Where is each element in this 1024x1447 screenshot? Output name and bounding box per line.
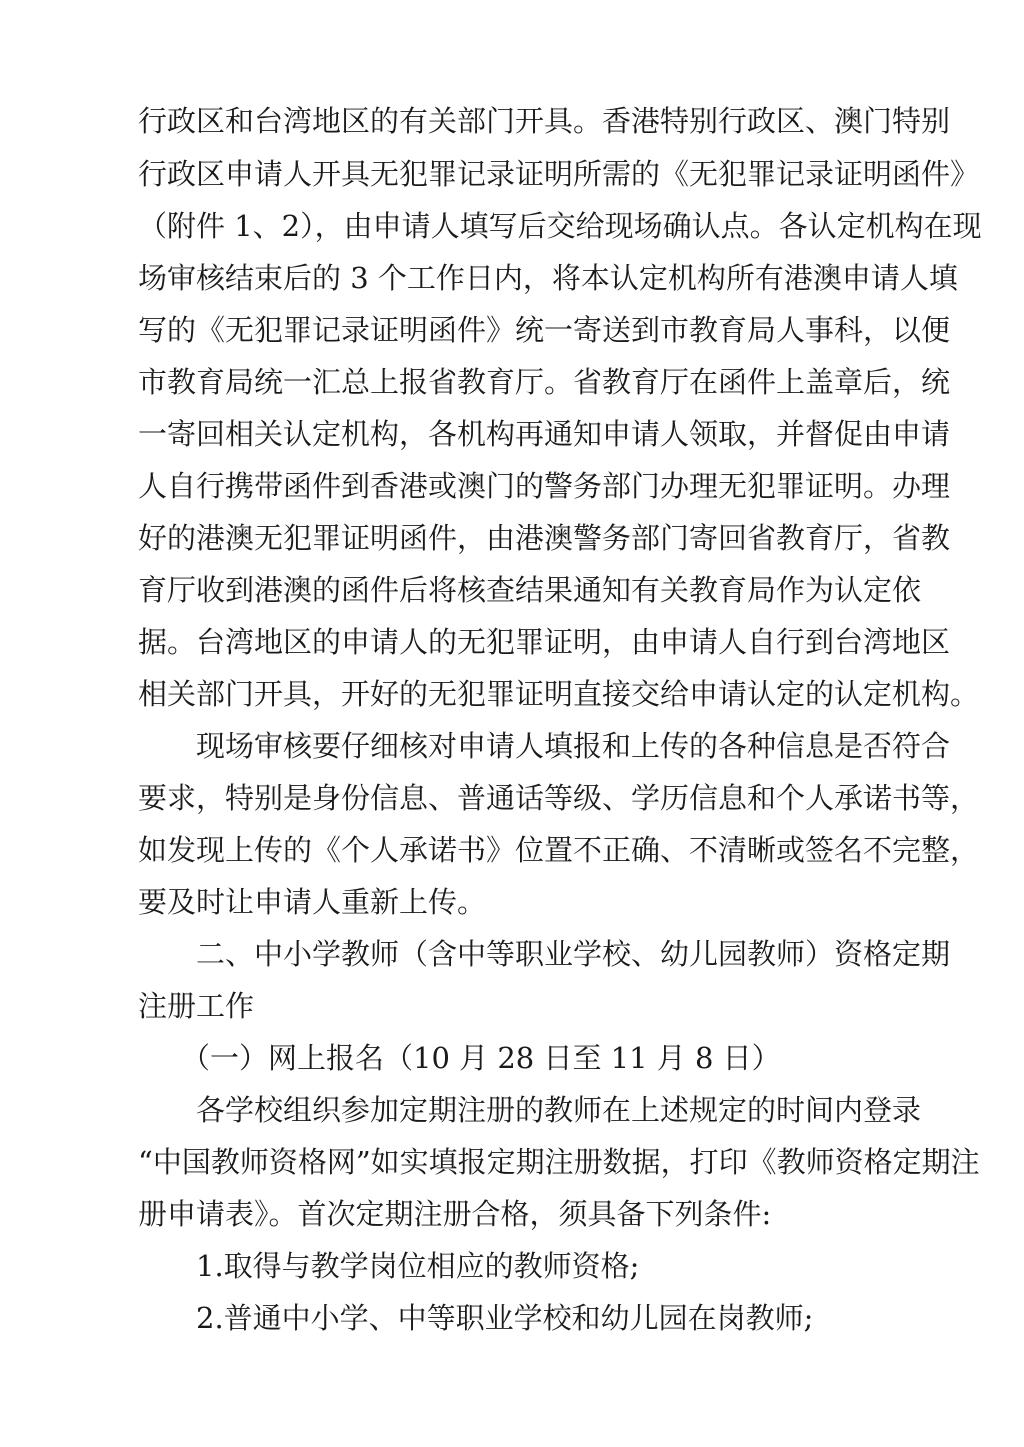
body-text-line: 行政区和台湾地区的有关部门开具。香港特别行政区、澳门特别 xyxy=(138,104,951,138)
body-text-line: 册申请表》。首次定期注册合格，须具备下列条件: xyxy=(138,1197,772,1231)
body-text-line: 据。台湾地区的申请人的无犯罪证明，由申请人自行到台湾地区 xyxy=(138,625,951,659)
body-text-line: 要求，特别是身份信息、普通话等级、学历信息和个人承诺书等， xyxy=(138,781,980,815)
list-item: 2.普通中小学、中等职业学校和幼儿园在岗教师; xyxy=(196,1301,814,1335)
body-text-line: “中国教师资格网”如实填报定期注册数据，打印《教师资格定期注 xyxy=(138,1145,980,1179)
body-text-line: 写的《无犯罪记录证明函件》统一寄送到市教育局人事科，以便 xyxy=(138,313,951,347)
body-text-line: 市教育局统一汇总上报省教育厅。省教育厅在函件上盖章后，统 xyxy=(138,365,951,399)
section-heading: 二、中小学教师（含中等职业学校、幼儿园教师）资格定期 xyxy=(196,937,951,971)
body-text-line: 人自行携带函件到香港或澳门的警务部门办理无犯罪证明。办理 xyxy=(138,469,951,503)
body-text-line: （附件 1、2），由申请人填写后交给现场确认点。各认定机构在现 xyxy=(138,209,982,243)
body-text-line: 行政区申请人开具无犯罪记录证明所需的《无犯罪记录证明函件》 xyxy=(138,157,980,191)
body-text-line: 相关部门开具，开好的无犯罪证明直接交给申请认定的认定机构。 xyxy=(138,677,980,711)
list-item: 1.取得与教学岗位相应的教师资格; xyxy=(196,1249,640,1283)
body-text-line: 各学校组织参加定期注册的教师在上述规定的时间内登录 xyxy=(196,1093,922,1127)
body-text-line: 场审核结束后的 3 个工作日内，将本认定机构所有港澳申请人填 xyxy=(138,261,958,295)
body-text-line: 如发现上传的《个人承诺书》位置不正确、不清晰或签名不完整， xyxy=(138,833,980,867)
body-text-line: 育厅收到港澳的函件后将核查结果通知有关教育局作为认定依 xyxy=(138,573,922,607)
body-text-line: 现场审核要仔细核对申请人填报和上传的各种信息是否符合 xyxy=(196,729,951,763)
body-text-line: 要及时让申请人重新上传。 xyxy=(138,885,487,919)
body-text-line: 一寄回相关认定机构，各机构再通知申请人领取，并督促由申请 xyxy=(138,417,951,451)
section-heading: 注册工作 xyxy=(138,989,255,1023)
body-text-line: 好的港澳无犯罪证明函件，由港澳警务部门寄回省教育厅，省教 xyxy=(138,521,951,555)
subsection-heading: （一）网上报名（10 月 28 日至 11 月 8 日） xyxy=(181,1041,781,1075)
